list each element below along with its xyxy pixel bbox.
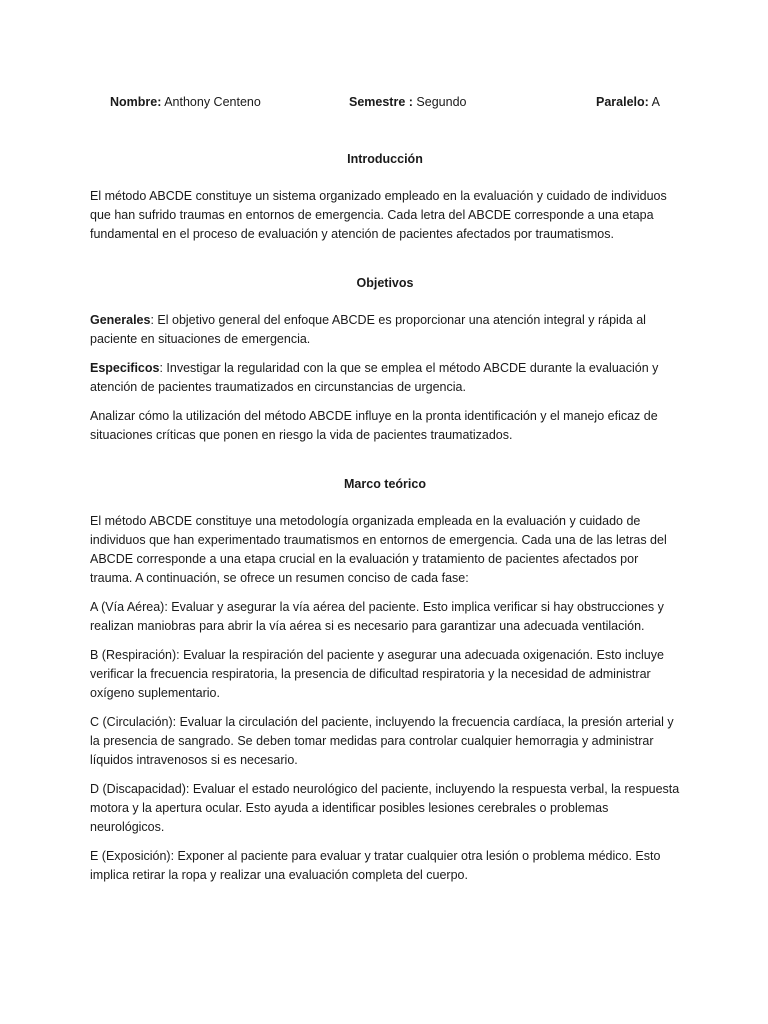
generales-label: Generales xyxy=(90,313,151,327)
marco-item-b: B (Respiración): Evaluar la respiración del paciente y asegurar una adecuada oxigenación. Esto incluye verificar la frecuencia respiratoria, la presencia de dificultad respiratoria y la necesidad de administrar oxígeno suplementario. xyxy=(90,648,664,700)
marco-teorico-heading: Marco teórico xyxy=(344,477,426,491)
nombre-value: Anthony Centeno xyxy=(164,95,261,109)
paralelo-value: A xyxy=(651,95,660,109)
semestre-field xyxy=(349,93,466,111)
paralelo-label: Paralelo: xyxy=(596,95,649,109)
marco-item-c: C (Circulación): Evaluar la circulación del paciente, incluyendo la frecuencia cardíaca, la presión arterial y la presencia de sangrado. Se deben tomar medidas para controlar cualquier hemorragia y administrar líquidos intravenosos si es necesario. xyxy=(90,715,674,767)
paralelo-field xyxy=(596,93,660,111)
especificos-label: Especificos xyxy=(90,361,160,375)
introduccion-heading: Introducción xyxy=(347,152,423,166)
semestre-label: Semestre : xyxy=(349,95,413,109)
especificos-text: : Investigar la regularidad con la que se emplea el método ABCDE durante la evaluación y atención de pacientes traumatizados en circunstancias de urgencia. xyxy=(90,361,659,394)
semestre-value: Segundo xyxy=(416,95,467,109)
marco-intro-paragraph: El método ABCDE constituye una metodología organizada empleada en la evaluación y cuidado de individuos que han experimentado traumatismos en entornos de emergencia. Cada una de las letras del ABCDE corresponde a una etapa crucial en la evaluación y tratamiento de pacientes afectados por trauma. A continuación, se ofrece un resumen conciso de cada fase: xyxy=(90,514,667,585)
marco-item-d: D (Discapacidad): Evaluar el estado neurológico del paciente, incluyendo la respuesta verbal, la respuesta motora y la apertura ocular. Esto ayuda a identificar posibles lesiones cerebrales o problemas neurológicos. xyxy=(90,782,680,834)
marco-item-a: A (Vía Aérea): Evaluar y asegurar la vía aérea del paciente. Esto implica verificar si hay obstrucciones y realizan maniobras para abrir la vía aérea si es necesario para garantizar una adecuada ventilación. xyxy=(90,600,664,633)
objetivos-heading: Objetivos xyxy=(356,276,414,290)
generales-text: : El objetivo general del enfoque ABCDE es proporcionar una atención integral y rápida al paciente en situaciones de emergencia. xyxy=(90,313,646,346)
introduccion-paragraph: El método ABCDE constituye un sistema organizado empleado en la evaluación y cuidado de individuos que han sufrido traumas en entornos de emergencia. Cada letra del ABCDE corresponde a una etapa fundamental en el proceso de evaluación y atención de pacientes afectados por traumatismos. xyxy=(90,189,667,241)
marco-item-e: E (Exposición): Exponer al paciente para evaluar y tratar cualquier otra lesión o problema médico. Esto implica retirar la ropa y realizar una evaluación completa del cuerpo. xyxy=(90,849,661,882)
document-body xyxy=(90,150,680,895)
objetivos-analizar: Analizar cómo la utilización del método ABCDE influye en la pronta identificación y el manejo eficaz de situaciones críticas que ponen en riesgo la vida de pacientes traumatizados. xyxy=(90,409,658,442)
nombre-label: Nombre: xyxy=(110,95,162,109)
objetivos-especificos xyxy=(90,359,680,397)
nombre-field xyxy=(110,93,261,111)
student-info-header xyxy=(0,93,768,113)
objetivos-generales xyxy=(90,311,680,349)
